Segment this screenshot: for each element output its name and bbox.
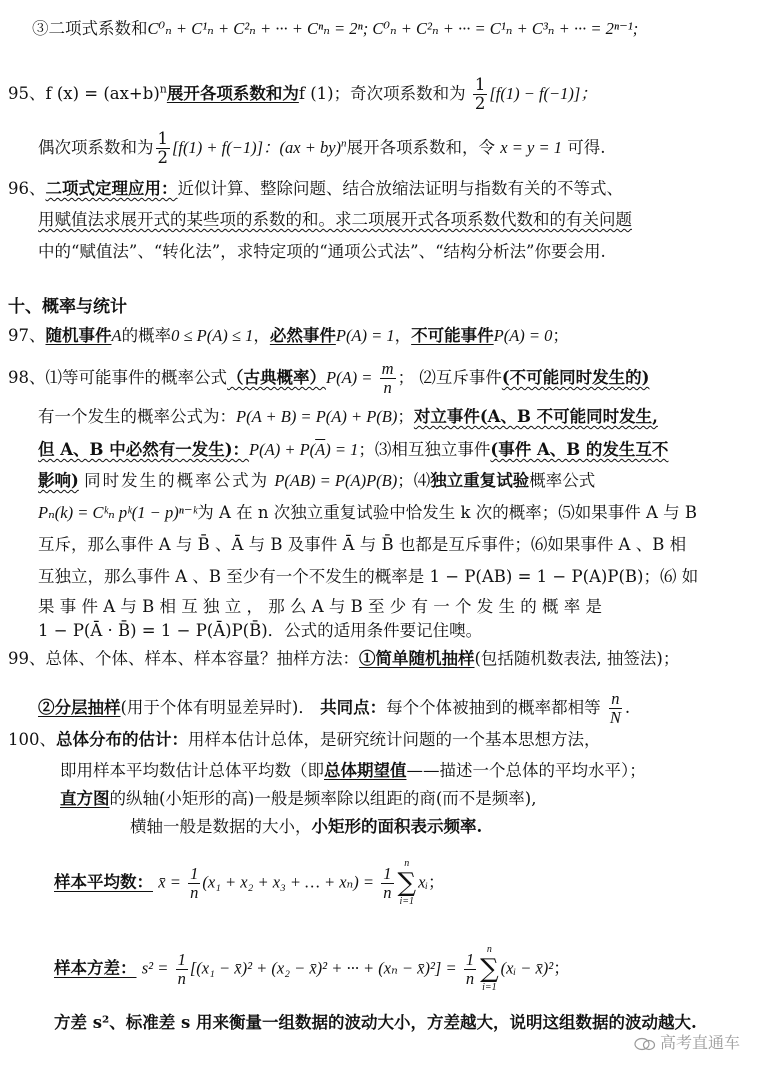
item-98-line6: 互斥，那么事件 A 与 B̄ 、Ā 与 B 及事件 Ā 与 B̄ 也都是互斥事件；⑹如果事件 A 、B 相 [38,535,687,554]
item-98-line5: Pₙ(k) = Cᵏₙ pᵏ(1 − p)ⁿ⁻ᵏ为 A 在 n 次独立重复试验中恰发生 k 次的概率；⑸如果事件 A 与 B [38,503,698,522]
item-99-line2: ②分层抽样(用于个体有明显差异时)． 共同点：每个个体被抽到的概率都相等 $\frac{n}{N}$ . [38,689,631,727]
item-99-line1: 99、总体、个体、样本、样本容量？抽样方法：①简单随机抽样(包括随机数表法, 抽签法)； [8,649,680,668]
formula-label: 样本平均数： [54,872,153,892]
sample-variance-formula: 样本方差： s² = $\frac{1}{n}$ [(x₁ − x̄)² + (x₂ − x̄)² + ··· + (xₙ − x̄)²] = $\frac{1}{n}$ n ∑ i=1 (xᵢ − x̄)²； [54,944,570,993]
fraction: $\frac{1}{n}$ [177,949,186,988]
item-100-line4: 横轴一般是数据的大小，小矩形的面积表示频率. [130,817,483,836]
wechat-icon [634,1037,656,1051]
item-98-line2: 有一个发生的概率公式为：P(A + B) = P(A) + P(B)；对立事件(A、B 不可能同时发生, [38,407,658,426]
fraction: $\frac{1}{n}$ [383,863,392,902]
item-98-line8: 果 事 件 A 与 B 相 互 独 立 ， 那 么 A 与 B 至 少 有 一 个 发 生 的 概 率 是 [38,597,602,616]
summation-icon: n ∑ i=1 [397,858,417,907]
item-number: 100、 [8,730,56,749]
fraction: $\frac{m}{n}$ [381,359,394,397]
fraction: $\frac{1}{n}$ [190,863,199,902]
item-100-line3: 直方图的纵轴(小矩形的高)一般是频率除以组距的商(而不是频率), [60,789,537,808]
formula: C⁰ₙ + C¹ₙ + C²ₙ + ··· + Cⁿₙ = 2ⁿ; C⁰ₙ + C²ₙ + ··· = C¹ₙ + C³ₙ + ··· = 2ⁿ⁻¹; [147,19,639,38]
bold-phrase: 展开各项系数和为 [166,84,299,103]
item-96-line2: 用赋值法求展开式的某些项的系数的和。求二项展开式各项系数代数和的有关问题 [38,210,632,229]
item-95-line2: 偶次项系数和为 $\frac{1}{2}$ [f(1) + f(−1)]：(ax + by)$^n$展开各项系数和，令 x = y = 1 可得. [38,129,606,167]
item-number: 96、 [8,179,46,198]
sample-mean-formula: 样本平均数： x̄ = $\frac{1}{n}$ (x₁ + x₂ + x₃ + … + xₙ) = $\frac{1}{n}$ n ∑ i=1 xᵢ； [54,858,445,907]
summation-icon: n ∑ i=1 [480,944,499,993]
fraction: $\frac{1}{2}$ [157,129,168,167]
variance-note: 方差 s²、标准差 s 用来衡量一组数据的波动大小，方差越大，说明这组数据的波动越大. [54,1013,697,1032]
item-97: 97、随机事件A的概率0 ≤ P(A) ≤ 1，必然事件P(A) = 1，不可能事件P(A) = 0； [8,326,569,345]
item-number: 98、 [8,368,46,387]
formula-label: 样本方差： [54,958,137,978]
fraction: $\frac{1}{n}$ [465,949,475,988]
item-96-line3: 中的“赋值法”、“转化法”，求特定项的“通项公式法”、“结构分析法”你要会用. [38,242,606,261]
item-100-line1: 100、总体分布的估计：用样本估计总体，是研究统计问题的一个基本思想方法， [8,730,601,749]
item-98-line4: 影响) 同时发生的概率公式为 P(AB) = P(A)P(B)；⑷独立重复试验概率公式 [38,471,596,490]
item-95-line1: 95、f $(x) = (ax+b)^n$展开各项系数和为f (1)；奇次项系数和为 $\frac{1}{2}$ [f(1) − f(−1)]； [8,75,597,113]
item-number: 95、 [8,84,46,103]
item-number: 97、 [8,326,46,345]
fraction: $\frac{1}{2}$ [474,75,486,113]
item-100-line2: 即用样本平均数估计总体平均数（即总体期望值——描述一个总体的平均水平）； [60,761,646,780]
item-98-line7: 互独立，那么事件 A 、B 至少有一个不发生的概率是 1 − P(AB) = 1 − P(A)P(B)；⑹ 如 [38,567,699,586]
bold-heading: 二项式定理应用： [45,179,178,198]
item-98-line3: 但 A、B 中必然有一发生)：$P(A) + P(\overline{A}) = 1$；⑶相互独立事件(事件 A、B 的发生互不 [38,440,669,459]
fraction: $\frac{n}{N}$ [609,689,621,727]
binomial-coefficient-line [32,18,638,40]
watermark: 高考直通车 [634,1030,740,1053]
marker: ③二项式系数和 [32,19,148,38]
item-98-line9: 1 − P(Ā · B̄) = 1 − P(Ā)P(B̄)．公式的适用条件要记住噢。 [38,621,483,640]
item-96-line1: 96、二项式定理应用：近似计算、整除问题、结合放缩法证明与指数有关的不等式、 [8,179,623,198]
item-number: 99、 [8,649,46,668]
item-98-line1: 98、⑴等可能事件的概率公式（古典概率）P(A) = $\frac{m}{n}$ ； ⑵互斥事件(不可能同时发生的) [8,359,650,397]
section-title: 十、概率与统计 [8,297,127,317]
